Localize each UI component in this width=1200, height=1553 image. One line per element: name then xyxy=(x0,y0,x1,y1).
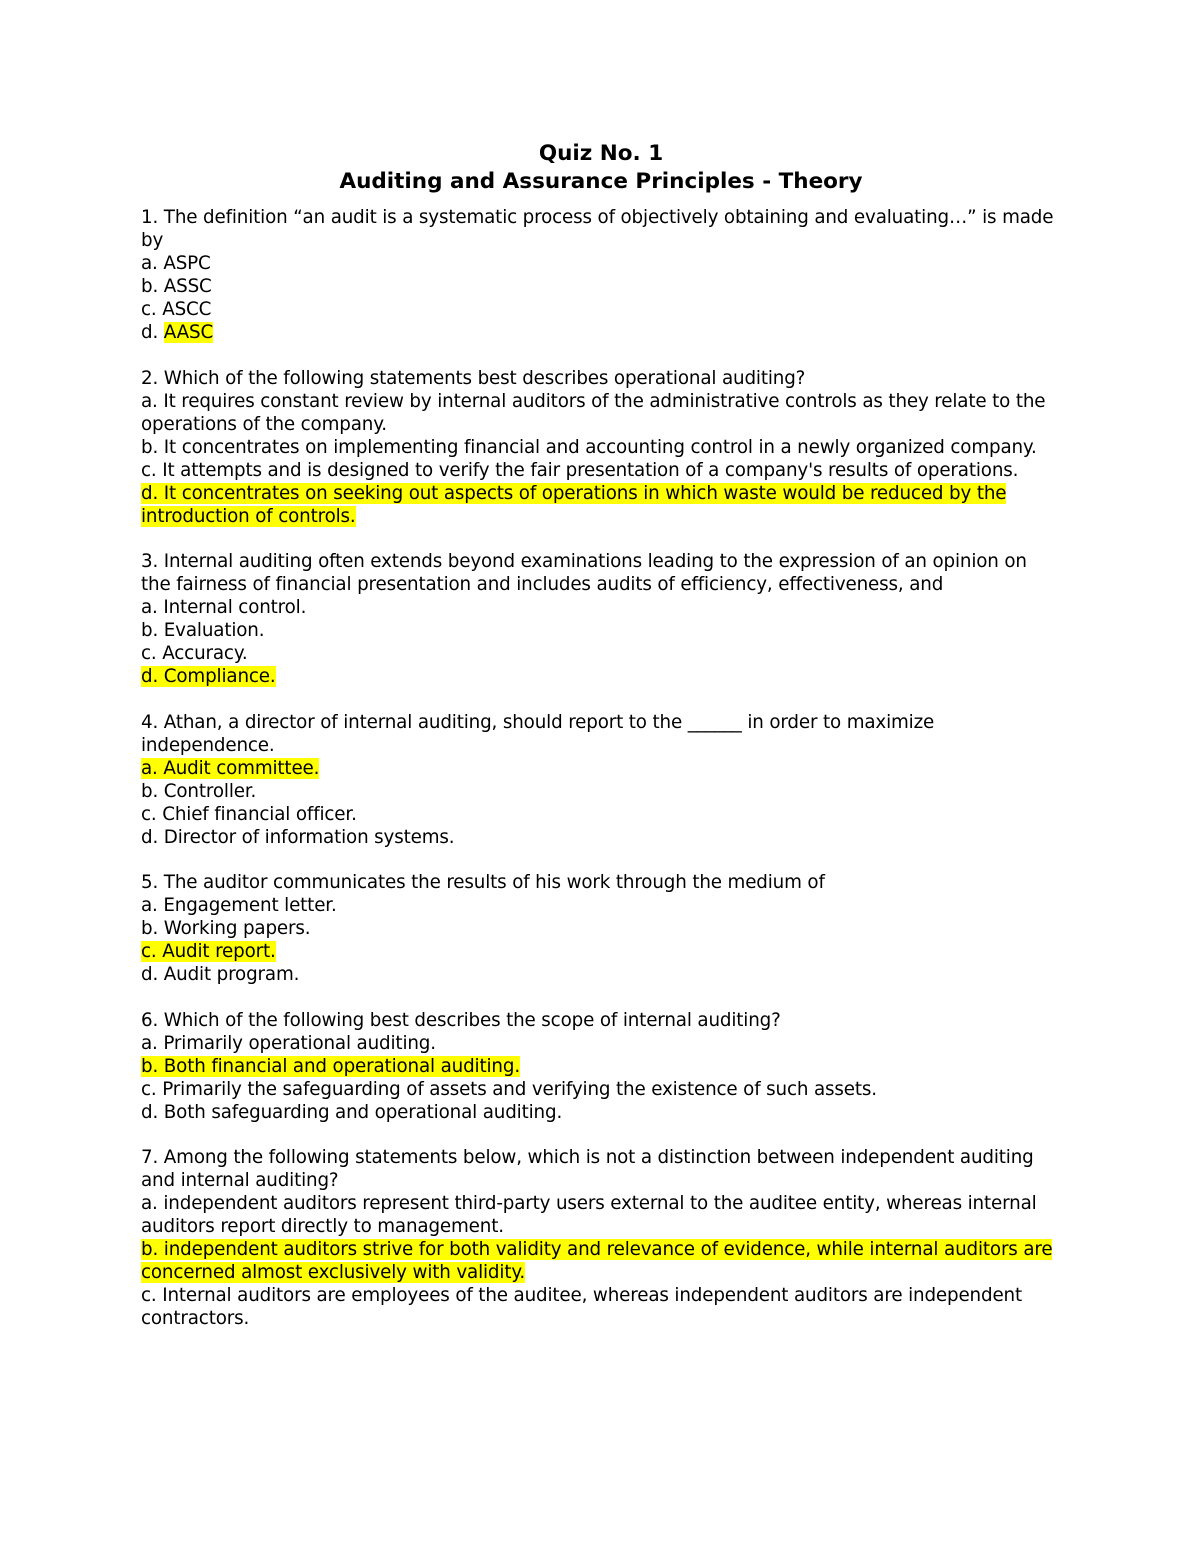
option-text: Chief financial officer. xyxy=(162,803,357,825)
option-text: Engagement letter. xyxy=(163,895,337,916)
answer-option xyxy=(141,963,1061,986)
quiz-title: Quiz No. 1 xyxy=(538,141,664,166)
option-text: Primarily the safeguarding of assets and verifying the existence of such assets. xyxy=(162,1078,877,1100)
option-letter: d. xyxy=(141,964,164,985)
answer-option xyxy=(141,1055,1061,1078)
question-item xyxy=(141,367,1061,528)
option-letter: a. xyxy=(141,597,164,618)
answer-option xyxy=(141,940,1061,963)
option-text: ASCC xyxy=(162,299,212,320)
question-item xyxy=(141,1009,1061,1124)
answer-option xyxy=(141,1238,1061,1284)
answer-option xyxy=(141,894,1061,917)
question-item xyxy=(141,711,1061,849)
option-text: Working papers. xyxy=(163,918,311,939)
option-text: Both safeguarding and operational auditing. xyxy=(163,1101,563,1123)
answer-option xyxy=(141,1078,1061,1101)
answer-option xyxy=(141,321,1061,344)
question-list xyxy=(141,206,1061,1330)
correct-answer-text: AASC xyxy=(163,322,214,343)
option-letter: a. xyxy=(141,895,164,916)
option-letter: c. xyxy=(141,299,163,320)
option-letter: d. xyxy=(141,666,164,687)
option-letter: a. xyxy=(141,253,164,274)
answer-option xyxy=(141,1284,1061,1330)
option-text: It attempts and is designed to verify the fair presentation of a company's results of operations. xyxy=(162,459,1019,481)
option-letter: b. xyxy=(141,918,164,939)
question-text: 1. The definition “an audit is a systematic process of objectively obtaining and evaluating…” is made by xyxy=(141,207,1054,251)
option-letter: c. xyxy=(141,459,163,481)
answer-option xyxy=(141,1192,1061,1238)
answer-option xyxy=(141,619,1061,642)
option-letter: a. xyxy=(141,1193,164,1214)
answer-option xyxy=(141,596,1061,619)
correct-answer-text: Audit committee. xyxy=(163,757,320,779)
option-letter: c. xyxy=(141,643,163,664)
answer-option xyxy=(141,482,1061,528)
option-letter: d. xyxy=(141,322,164,343)
option-text: Evaluation. xyxy=(163,620,265,641)
option-text: ASSC xyxy=(163,276,212,297)
option-letter: d. xyxy=(141,826,164,848)
question-item xyxy=(141,871,1061,986)
correct-answer-text: independent auditors strive for both validity and relevance of evidence, while internal auditors are concerned almost exclusively with validity. xyxy=(141,1239,1053,1283)
question-text: 5. The auditor communicates the results of his work through the medium of xyxy=(141,872,825,893)
question-text: 3. Internal auditing often extends beyond examinations leading to the expression of an opinion on the fairness of financial presentation and includes audits of efficiency, effectiveness, and xyxy=(141,551,1027,595)
option-text: It concentrates on implementing financial and accounting control in a newly organized company. xyxy=(163,436,1037,458)
option-letter: c. xyxy=(141,803,163,825)
answer-option xyxy=(141,780,1061,803)
question-text: 4. Athan, a director of internal auditing, should report to the ______ in order to maximize independence. xyxy=(141,711,935,756)
answer-option xyxy=(141,298,1061,321)
answer-option xyxy=(141,642,1061,665)
answer-option xyxy=(141,826,1061,849)
correct-answer-text: Both financial and operational auditing. xyxy=(163,1055,520,1077)
option-letter: c. xyxy=(141,1078,163,1100)
correct-answer-text: Audit report. xyxy=(162,941,276,962)
option-text: Primarily operational auditing. xyxy=(163,1032,436,1054)
question-text: 2. Which of the following statements best describes operational auditing? xyxy=(141,367,806,389)
option-letter: a. xyxy=(141,757,164,779)
question-item xyxy=(141,1146,1061,1330)
option-letter: b. xyxy=(141,620,164,641)
answer-option xyxy=(141,1032,1061,1055)
option-letter: c. xyxy=(141,941,163,962)
correct-answer-text: Compliance. xyxy=(163,666,276,687)
option-letter: d. xyxy=(141,1101,164,1123)
option-letter: a. xyxy=(141,390,164,412)
option-text: Accuracy. xyxy=(162,643,248,664)
option-letter: b. xyxy=(141,436,164,458)
quiz-subtitle: Auditing and Assurance Principles - Theory xyxy=(339,169,863,194)
option-letter: b. xyxy=(141,276,164,297)
option-letter: c. xyxy=(141,1285,163,1306)
option-text: independent auditors represent third-party users external to the auditee entity, whereas internal auditors report directly to management. xyxy=(141,1193,1037,1237)
answer-option xyxy=(141,803,1061,826)
option-text: It requires constant review by internal auditors of the administrative controls as they relate to the operations of the company. xyxy=(141,390,1046,435)
option-letter: b. xyxy=(141,780,164,802)
option-text: Internal auditors are employees of the auditee, whereas independent auditors are independent contractors. xyxy=(141,1285,1022,1329)
title-block xyxy=(141,140,1061,196)
answer-option xyxy=(141,459,1061,482)
option-text: ASPC xyxy=(163,253,211,274)
answer-option xyxy=(141,252,1061,275)
question-item xyxy=(141,550,1061,688)
option-letter: b. xyxy=(141,1239,164,1260)
option-text: Controller. xyxy=(163,780,257,802)
answer-option xyxy=(141,275,1061,298)
answer-option xyxy=(141,665,1061,688)
option-text: Audit program. xyxy=(163,964,300,985)
question-text: 7. Among the following statements below, which is not a distinction between independent auditing and internal auditing? xyxy=(141,1147,1034,1191)
document-page xyxy=(141,140,1061,1353)
option-text: Director of information systems. xyxy=(163,826,455,848)
answer-option xyxy=(141,917,1061,940)
option-letter: d. xyxy=(141,482,164,504)
option-text: Internal control. xyxy=(163,597,307,618)
option-letter: a. xyxy=(141,1032,164,1054)
answer-option xyxy=(141,757,1061,780)
answer-option xyxy=(141,390,1061,436)
correct-answer-text: It concentrates on seeking out aspects of operations in which waste would be reduced by the introduction of controls. xyxy=(141,482,1007,527)
answer-option xyxy=(141,436,1061,459)
option-letter: b. xyxy=(141,1055,164,1077)
answer-option xyxy=(141,1101,1061,1124)
question-text: 6. Which of the following best describes the scope of internal auditing? xyxy=(141,1009,781,1031)
question-item xyxy=(141,206,1061,344)
